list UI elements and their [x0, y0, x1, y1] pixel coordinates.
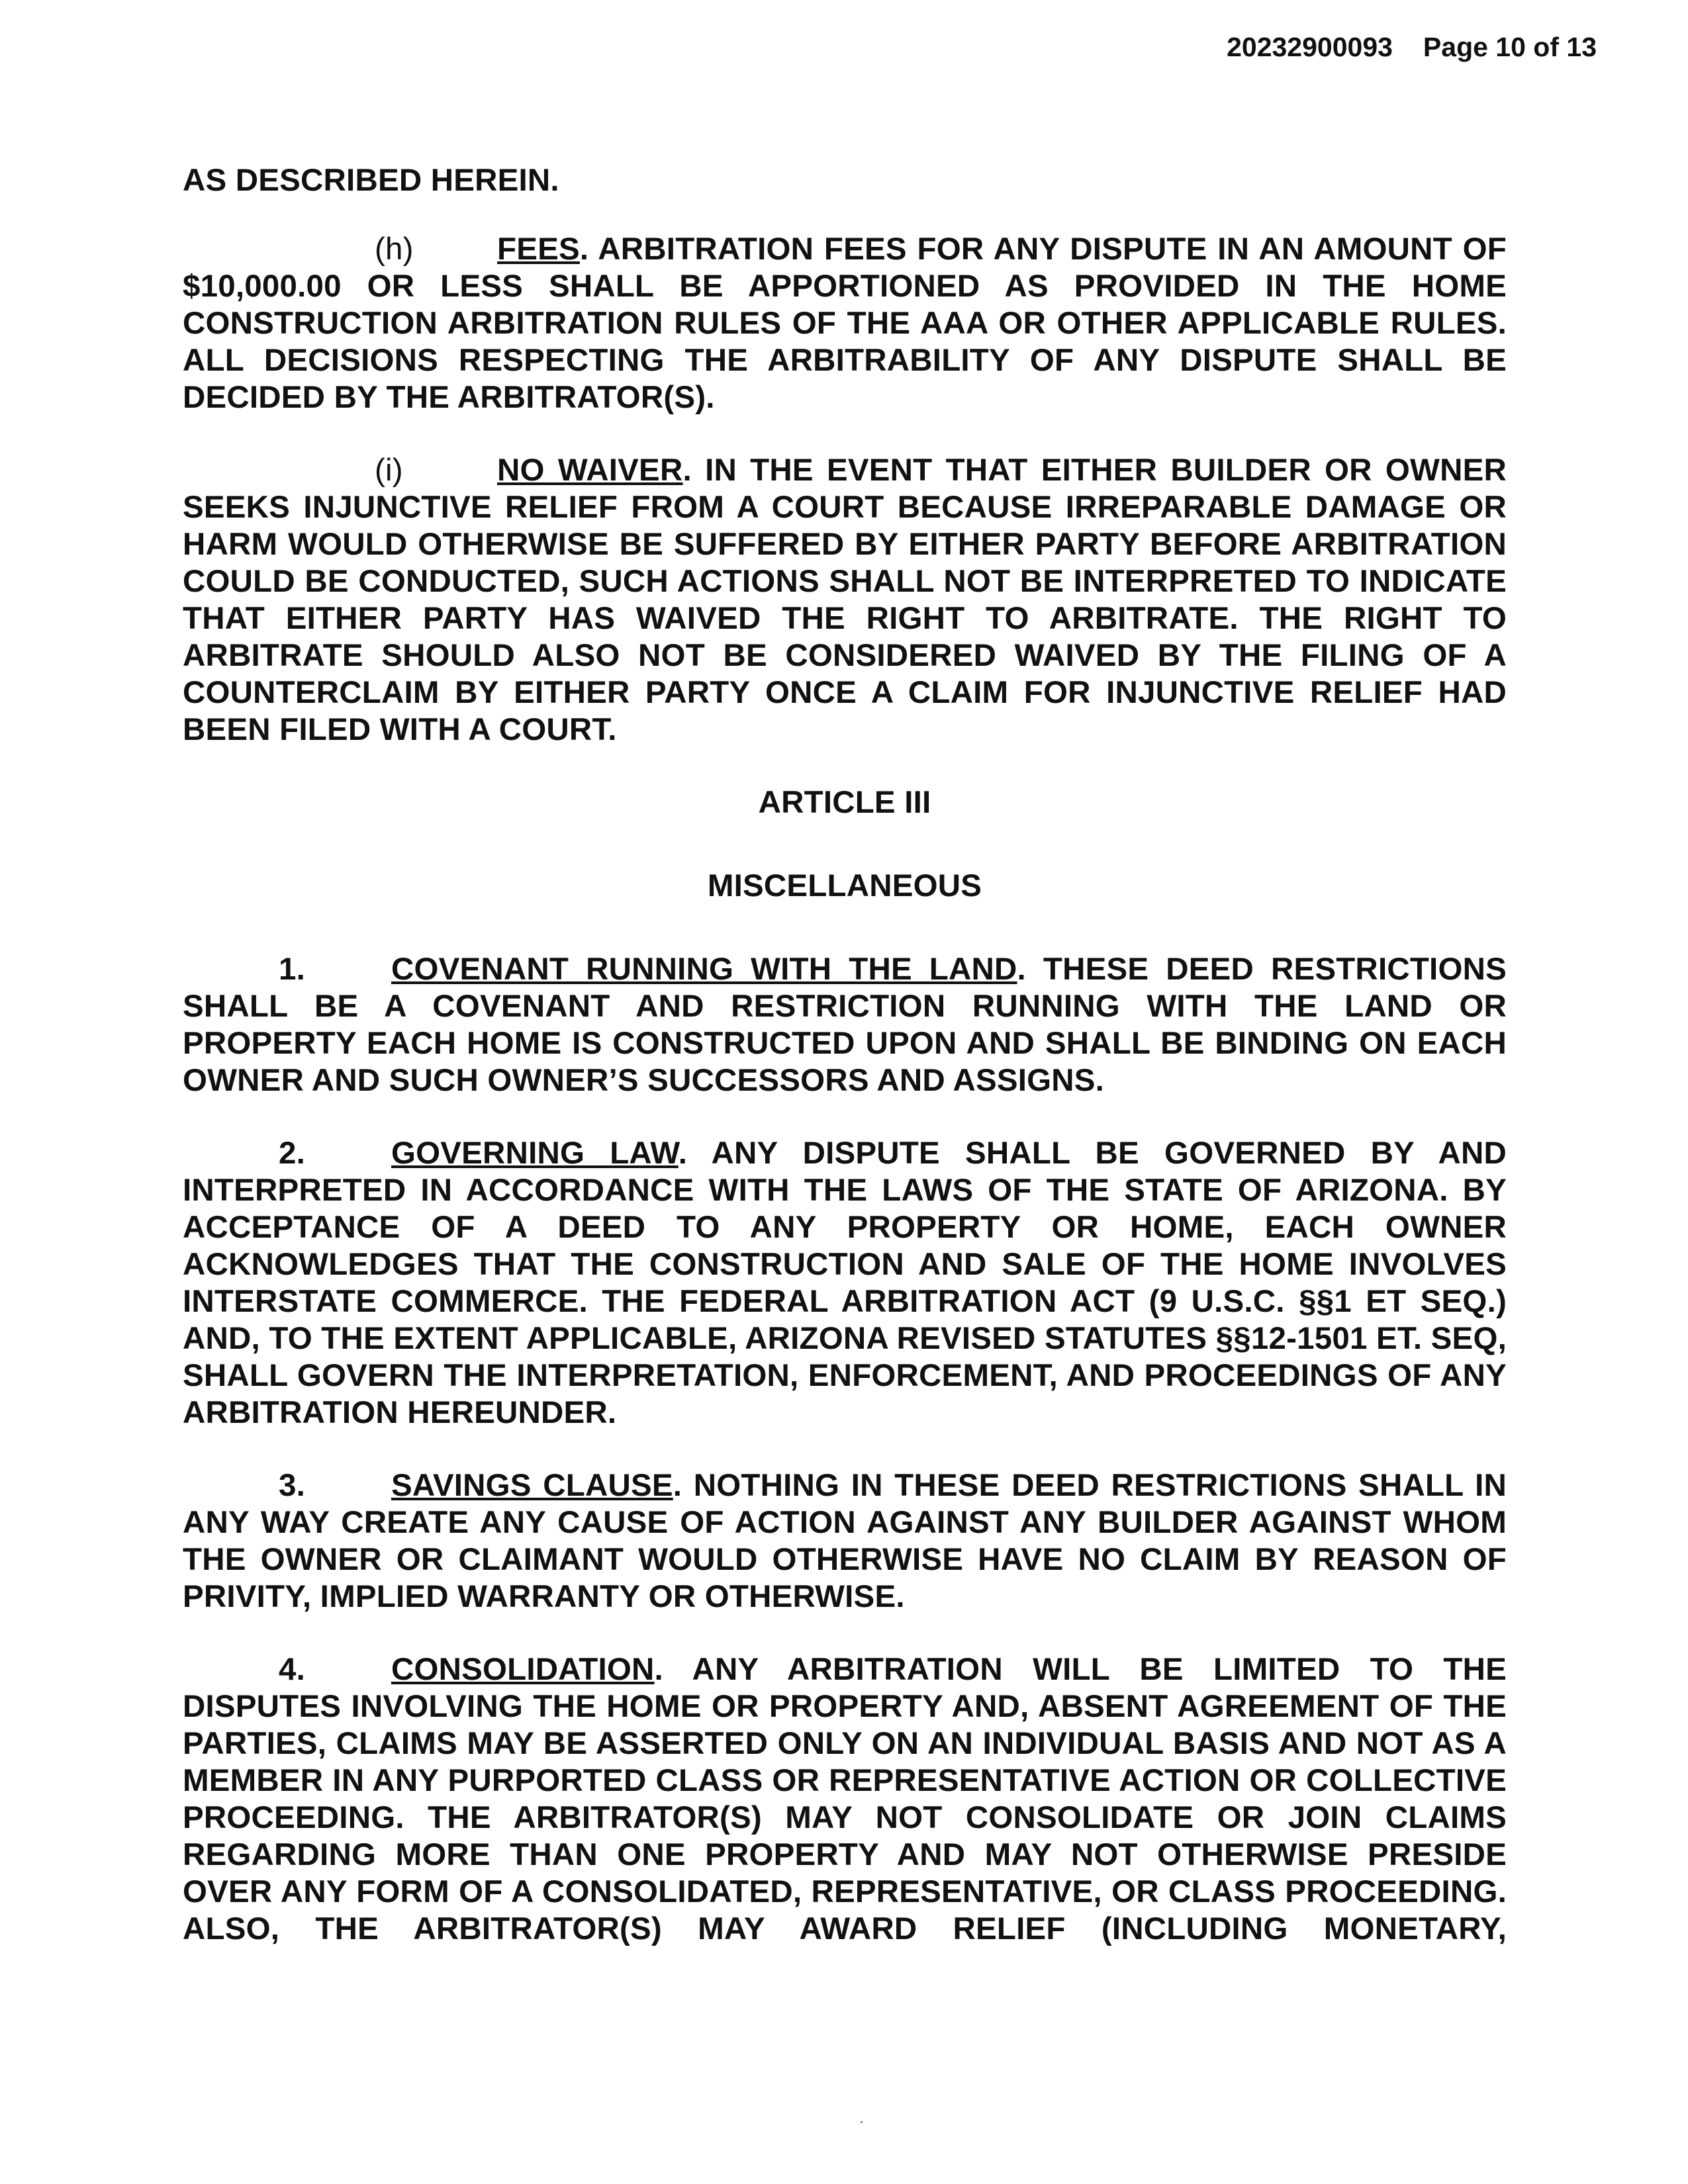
section-h-label: (h)	[375, 232, 414, 267]
section-4-heading: CONSOLIDATION	[391, 1652, 655, 1687]
document-number: 20232900093	[1227, 32, 1393, 62]
page-header	[1227, 32, 1597, 63]
section-i-label: (i)	[375, 453, 403, 488]
section-4	[183, 1651, 1507, 1948]
section-1-number: 1.	[279, 952, 306, 987]
section-h-text: . ARBITRATION FEES FOR ANY DISPUTE IN AN AMOUNT OF $10,000.00 OR LESS SHALL BE APPORTIONED AS PROVIDED IN THE HOME CONSTRUCTION ARBITRATION RULES OF THE AAA OR OTHER APPLICABLE RULES. ALL DECISIONS RESPECTING THE ARBITRABILITY OF ANY DISPUTE SHALL BE DECIDED BY THE ARBITRATOR(S).	[183, 232, 1507, 415]
section-1-heading: COVENANT RUNNING WITH THE LAND	[391, 952, 1017, 987]
section-1-text: . THESE DEED RESTRICTIONS SHALL BE A COVENANT AND RESTRICTION RUNNING WITH THE LAND OR PROPERTY EACH HOME IS CONSTRUCTED UPON AND SHALL BE BINDING ON EACH OWNER AND SUCH OWNER’S SUCCESSORS AND ASSIGNS.	[183, 952, 1507, 1098]
scan-speck	[861, 2121, 863, 2123]
article-title: ARTICLE III	[758, 785, 931, 820]
section-3	[183, 1467, 1507, 1615]
section-1	[183, 951, 1507, 1099]
section-2-number: 2.	[279, 1136, 306, 1171]
section-3-heading: SAVINGS CLAUSE	[391, 1468, 673, 1503]
section-3-number: 3.	[279, 1468, 306, 1503]
intro-line: AS DESCRIBED HEREIN.	[183, 163, 559, 198]
section-2-text: . ANY DISPUTE SHALL BE GOVERNED BY AND INTERPRETED IN ACCORDANCE WITH THE LAWS OF THE STATE OF ARIZONA. BY ACCEPTANCE OF A DEED TO ANY PROPERTY OR HOME, EACH OWNER ACKNOWLEDGES THAT THE CONSTRUCTION AND SALE OF THE HOME INVOLVES INTERSTATE COMMERCE. THE FEDERAL ARBITRATION ACT (9 U.S.C. §§1 ET SEQ.) AND, TO THE EXTENT APPLICABLE, ARIZONA REVISED STATUTES §§12-1501 ET. SEQ, SHALL GOVERN THE INTERPRETATION, ENFORCEMENT, AND PROCEEDINGS OF ANY ARBITRATION HEREUNDER.	[183, 1136, 1507, 1430]
section-i-text: . IN THE EVENT THAT EITHER BUILDER OR OWNER SEEKS INJUNCTIVE RELIEF FROM A COURT BECAUSE IRREPARABLE DAMAGE OR HARM WOULD OTHERWISE BE SUFFERED BY EITHER PARTY BEFORE ARBITRATION COULD BE CONDUCTED, SUCH ACTIONS SHALL NOT BE INTERPRETED TO INDICATE THAT EITHER PARTY HAS WAIVED THE RIGHT TO ARBITRATE. THE RIGHT TO ARBITRATE SHOULD ALSO NOT BE CONSIDERED WAIVED BY THE FILING OF A COUNTERCLAIM BY EITHER PARTY ONCE A CLAIM FOR INJUNCTIVE RELIEF HAD BEEN FILED WITH A COURT.	[183, 453, 1507, 747]
section-2-heading: GOVERNING LAW	[391, 1136, 679, 1171]
section-2	[183, 1135, 1507, 1432]
article-subtitle: MISCELLANEOUS	[707, 868, 982, 903]
section-3-text: . NOTHING IN THESE DEED RESTRICTIONS SHALL IN ANY WAY CREATE ANY CAUSE OF ACTION AGAINST ANY BUILDER AGAINST WHOM THE OWNER OR CLAIMANT WOULD OTHERWISE HAVE NO CLAIM BY REASON OF PRIVITY, IMPLIED WARRANTY OR OTHERWISE.	[183, 1468, 1507, 1614]
section-h-heading: FEES	[497, 232, 580, 267]
document-body	[183, 162, 1507, 1983]
page-number: Page 10 of 13	[1423, 32, 1597, 62]
section-i-heading: NO WAIVER	[497, 453, 683, 488]
section-h	[183, 231, 1507, 416]
section-i	[183, 452, 1507, 749]
section-4-text: . ANY ARBITRATION WILL BE LIMITED TO THE DISPUTES INVOLVING THE HOME OR PROPERTY AND, ABSENT AGREEMENT OF THE PARTIES, CLAIMS MAY BE ASSERTED ONLY ON AN INDIVIDUAL BASIS AND NOT AS A MEMBER IN ANY PURPORTED CLASS OR REPRESENTATIVE ACTION OR COLLECTIVE PROCEEDING. THE ARBITRATOR(S) MAY NOT CONSOLIDATE OR JOIN CLAIMS REGARDING MORE THAN ONE PROPERTY AND MAY NOT OTHERWISE PRESIDE OVER ANY FORM OF A CONSOLIDATED, REPRESENTATIVE, OR CLASS PROCEEDING. ALSO, THE ARBITRATOR(S) MAY AWARD RELIEF (INCLUDING MONETARY,	[183, 1652, 1507, 1946]
section-4-number: 4.	[279, 1652, 306, 1687]
